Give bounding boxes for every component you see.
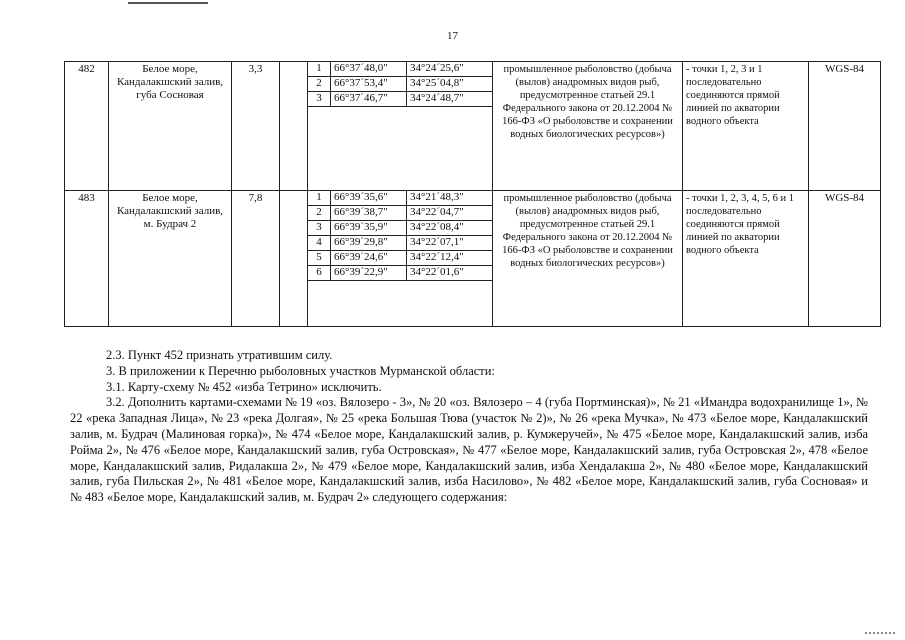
connection-description: - точки 1, 2, 3 и 1 последовательно соединяются прямой линией по акватории водного объекта: [683, 62, 809, 191]
longitude: 34°24´48,7": [407, 92, 493, 107]
latitude: 66°37´48,0": [331, 62, 407, 77]
paragraph: 3.1. Карту-схему № 452 «изба Тетрино» исключить.: [106, 379, 382, 394]
point-number: 2: [308, 206, 331, 221]
coordinate-row: [308, 62, 492, 77]
paragraph: 2.3. Пункт 452 признать утратившим силу.: [106, 348, 333, 362]
coordinates-table: [308, 191, 492, 281]
coordinate-system: WGS-84: [809, 191, 881, 327]
area-name: Белое море, Кандалакшский залив, м. Будрач 2: [109, 191, 232, 327]
scan-artifact: [865, 632, 895, 637]
latitude: 66°39´22,9": [331, 266, 407, 281]
coordinate-row: [308, 92, 492, 107]
coordinates-cell: [308, 191, 493, 327]
longitude: 34°22´08,4": [407, 221, 493, 236]
longitude: 34°22´07,1": [407, 236, 493, 251]
coordinate-row: [308, 77, 492, 92]
fishing-type: промышленное рыболовство (добыча (вылов) анадромных видов рыб, предусмотренное статьей 29.1 Федерального закона от 20.12.2004 № 166-ФЗ «О рыболовстве и сохранении водных биологических ресурсов»): [493, 191, 683, 327]
area-number: 482: [65, 62, 109, 191]
coordinate-row: [308, 251, 492, 266]
paragraph: 3.2. Дополнить картами-схемами № 19 «оз. Вялозеро - 3», № 20 «оз. Вялозеро – 4 (губа Портминская)», № 21 «Имандра водохранилище 1», № 22 «река Западная Лица», № 23 «река Долгая», № 25 «река Большая Тюва (участок № 2)», № 26 «река Мучка», № 473 «Белое море, Кандалакшский залив, м. Будрач (Малиновая горка)», № 474 «Белое море, Кандалакшский залив, р. Кумжеручей», № 475 «Белое море, Кандалакшский залив, изба Ройма 2», № 476 «Белое море, Кандалакшский залив, губа Островская», № 477 «Белое море, Кандалакшский залив, губа Островская 2», 478 «Белое море, Кандалакшский залив, Ридалакша 2», № 479 «Белое море, Кандалакшский залив, изба Хендалакша 2», № 480 «Белое море, Кандалакшский залив, губа Пильская 2», № 481 «Белое море, Кандалакшский залив, изба Насилово», № 482 «Белое море, Кандалакшский залив, губа Сосновая» и № 483 «Белое море, Кандалакшский залив, м. Будрач 2» следующего содержания:: [70, 395, 868, 505]
coordinate-row: [308, 206, 492, 221]
latitude: 66°39´38,7": [331, 206, 407, 221]
coordinates-cell: [308, 62, 493, 191]
longitude: 34°25´04,8": [407, 77, 493, 92]
latitude: 66°37´53,4": [331, 77, 407, 92]
coordinate-row: [308, 236, 492, 251]
page-top-rule: [128, 0, 208, 4]
empty-cell: [280, 191, 308, 327]
longitude: 34°24´25,6": [407, 62, 493, 77]
area-name: Белое море, Кандалакшский залив, губа Сосновая: [109, 62, 232, 191]
fishing-areas-table: [64, 61, 881, 327]
point-number: 6: [308, 266, 331, 281]
latitude: 66°39´35,6": [331, 191, 407, 206]
coordinate-row: [308, 221, 492, 236]
table-row: [65, 62, 881, 191]
point-number: 1: [308, 62, 331, 77]
coordinates-table: [308, 62, 492, 107]
point-number: 1: [308, 191, 331, 206]
paragraph: 3. В приложении к Перечню рыболовных участков Мурманской области:: [106, 363, 495, 378]
area-number: 483: [65, 191, 109, 327]
page-number: 17: [447, 30, 458, 42]
point-number: 5: [308, 251, 331, 266]
longitude: 34°22´04,7": [407, 206, 493, 221]
coordinate-row: [308, 266, 492, 281]
area-size: 7,8: [232, 191, 280, 327]
point-number: 4: [308, 236, 331, 251]
point-number: 3: [308, 221, 331, 236]
fishing-type: промышленное рыболовство (добыча (вылов) анадромных видов рыб, предусмотренное статьей 29.1 Федерального закона от 20.12.2004 № 166-ФЗ «О рыболовстве и сохранении водных биологических ресурсов»): [493, 62, 683, 191]
empty-cell: [280, 62, 308, 191]
longitude: 34°21´48,3": [407, 191, 493, 206]
coordinate-row: [308, 191, 492, 206]
latitude: 66°39´35,9": [331, 221, 407, 236]
longitude: 34°22´12,4": [407, 251, 493, 266]
coordinate-system: WGS-84: [809, 62, 881, 191]
area-size: 3,3: [232, 62, 280, 191]
latitude: 66°39´29,8": [331, 236, 407, 251]
latitude: 66°37´46,7": [331, 92, 407, 107]
connection-description: - точки 1, 2, 3, 4, 5, 6 и 1 последовательно соединяются прямой линией по акватории водного объекта: [683, 191, 809, 327]
document-body: [70, 348, 868, 506]
latitude: 66°39´24,6": [331, 251, 407, 266]
point-number: 3: [308, 92, 331, 107]
table-row: [65, 191, 881, 327]
point-number: 2: [308, 77, 331, 92]
longitude: 34°22´01,6": [407, 266, 493, 281]
